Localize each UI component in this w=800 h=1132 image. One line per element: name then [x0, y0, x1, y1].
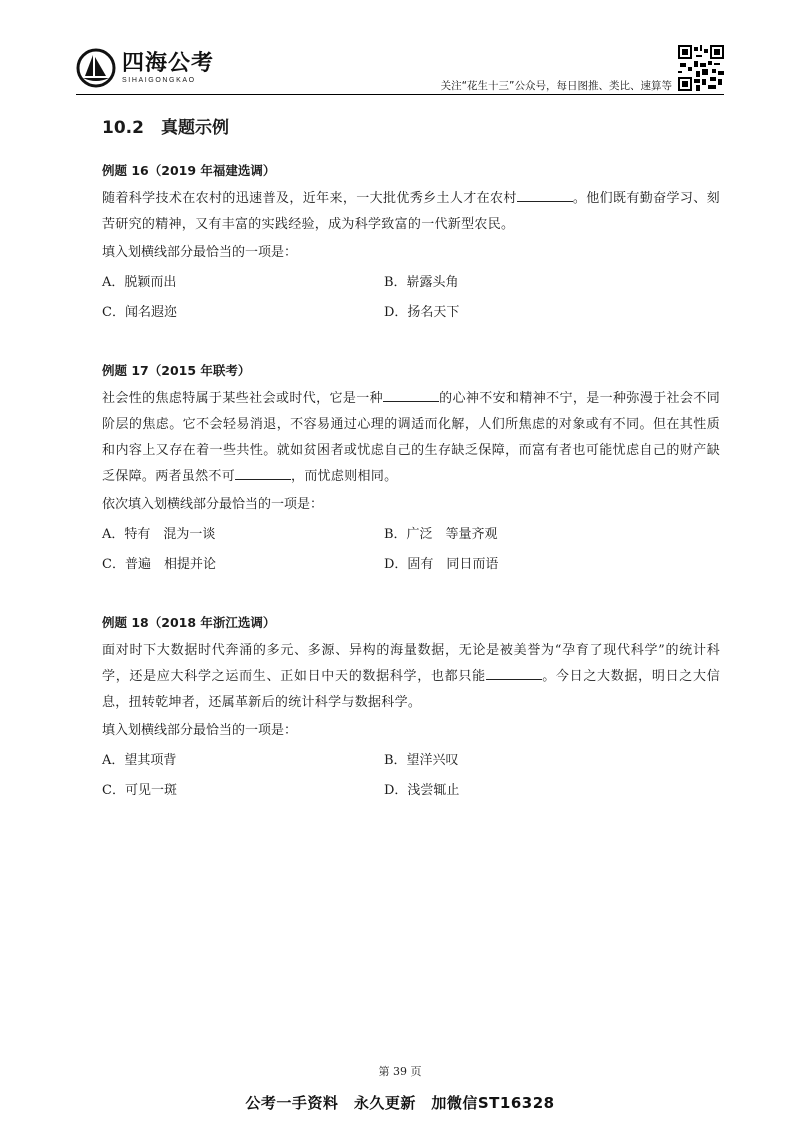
paragraph-text: 面对时下大数据时代奔涌的多元、多源、异构的海量数据，无论是被美誉为“孕育了现代科学”的统计科学，还是应大科学之运而生、正如日中天的数据科学，也都只能 [102, 643, 720, 684]
paragraph-text: 。今日之大数据，明日之大信息，扭转乾坤者，还属革新后的统计科学与数据科学。 [102, 669, 720, 710]
fill-blank [383, 388, 439, 402]
example-paragraph [102, 386, 720, 490]
options-grid [102, 522, 720, 578]
question-prompt: 填入划横线部分最恰当的一项是： [102, 723, 298, 738]
options-grid [102, 748, 720, 804]
option-a: A．脱颖而出 [102, 275, 177, 290]
qr-code-icon [678, 45, 724, 91]
option-b: B．崭露头角 [384, 275, 459, 290]
option-d: D．固有 同日而语 [384, 557, 499, 572]
logo-english-text: SIHAIGONGKAO [122, 76, 196, 84]
option-a: A．特有 混为一谈 [102, 527, 216, 542]
question-prompt: 填入划横线部分最恰当的一项是： [102, 245, 298, 260]
sailboat-logo-icon [76, 48, 116, 88]
example-18 [102, 612, 720, 804]
footer-banner: 公考一手资料 永久更新 加微信ST16328 [245, 1094, 555, 1112]
example-17 [102, 360, 720, 578]
example-16 [102, 160, 720, 326]
paragraph-text: 的心神不安和精神不宁，是一种弥漫于社会不同阶层的焦虑。它不会轻易消退，不容易通过心理的调适而化解，人们所焦虑的对象或有不同。但在其性质和内容上又存在着一些共性。就如贫困者或忧虑自己的生存缺乏保障，而富有者也可能忧虑自己的财产缺乏保障。两者虽然不可 [102, 391, 720, 484]
options-grid [102, 270, 720, 326]
option-d: D．浅尝辄止 [384, 783, 460, 798]
brand-logo [76, 48, 214, 88]
example-title: 例题 18（2018 年浙江选调） [102, 615, 276, 630]
header-divider [76, 94, 724, 95]
question-prompt: 依次填入划横线部分最恰当的一项是： [102, 497, 324, 512]
header-note: 关注“花生十三”公众号，每日图推、类比、速算等 [440, 80, 672, 92]
paragraph-text: 社会性的焦虑特属于某些社会或时代，它是一种 [102, 391, 383, 406]
paragraph-text: 随着科学技术在农村的迅速普及，近年来，一大批优秀乡土人才在农村 [102, 191, 517, 206]
paragraph-text: 。他们既有勤奋学习、刻苦研究的精神，又有丰富的实践经验，成为科学致富的一代新型农民。 [102, 191, 720, 232]
paragraph-text: ，而忧虑则相同。 [291, 469, 398, 484]
example-paragraph [102, 186, 720, 238]
option-d: D．扬名天下 [384, 305, 460, 320]
page-number: 第 39 页 [378, 1065, 422, 1078]
fill-blank [486, 666, 542, 680]
section-title: 10.2 真题示例 [102, 118, 229, 138]
option-c: C．可见一斑 [102, 783, 177, 798]
logo-chinese-text: 四海公考 [122, 50, 215, 76]
example-paragraph [102, 638, 720, 716]
example-title: 例题 16（2019 年福建选调） [102, 163, 276, 178]
document-body [102, 112, 720, 804]
page-header [0, 0, 800, 100]
option-c: C．普遍 相提并论 [102, 557, 216, 572]
option-b: B．望洋兴叹 [384, 753, 459, 768]
option-a: A．望其项背 [102, 753, 177, 768]
fill-blank [517, 188, 573, 202]
option-c: C．闻名遐迩 [102, 305, 177, 320]
option-b: B．广泛 等量齐观 [384, 527, 498, 542]
example-title: 例题 17（2015 年联考） [102, 363, 251, 378]
fill-blank [235, 466, 291, 480]
